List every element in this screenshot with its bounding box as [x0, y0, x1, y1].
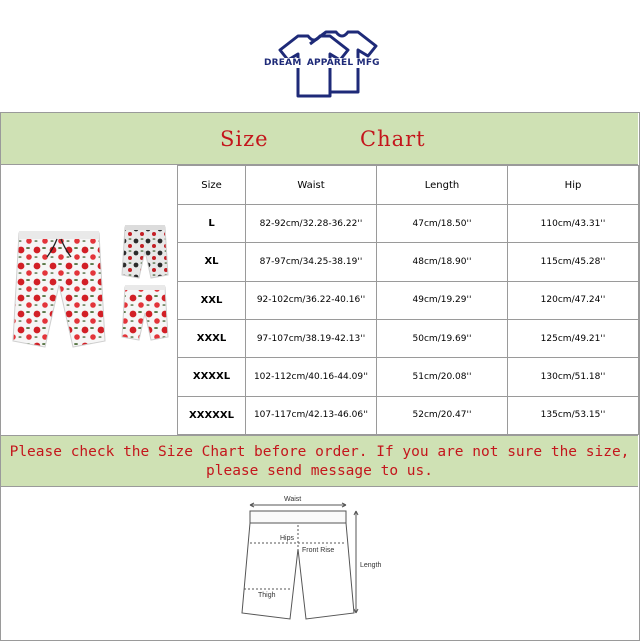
- product-photo: [1, 165, 177, 435]
- note-line-2: please send message to us.: [206, 463, 433, 479]
- header-length: Length: [377, 166, 508, 205]
- cell-hip: 135cm/53.15'': [508, 396, 639, 434]
- header-hip: Hip: [508, 166, 639, 205]
- cell-hip: 125cm/49.21'': [508, 319, 639, 357]
- label-thigh: Thigh: [258, 592, 276, 599]
- cell-length: 48cm/18.90'': [377, 243, 508, 281]
- table-row: [178, 281, 639, 319]
- cell-length: 49cm/19.29'': [377, 281, 508, 319]
- cell-length: 50cm/19.69'': [377, 319, 508, 357]
- cell-hip: 110cm/43.31'': [508, 205, 639, 243]
- cell-size: XXL: [178, 281, 246, 319]
- note-line-1: Please check the Size Chart before order. If you are not sure the size,: [9, 444, 630, 460]
- brand-word-1: DREAM: [264, 58, 302, 68]
- label-waist: Waist: [284, 496, 302, 503]
- cell-hip: 120cm/47.24'': [508, 281, 639, 319]
- cell-waist: 107-117cm/42.13-46.06'': [246, 396, 377, 434]
- cell-waist: 102-112cm/40.16-44.09'': [246, 358, 377, 396]
- cell-size: XXXXL: [178, 358, 246, 396]
- shorts-large: [13, 231, 105, 347]
- size-note: [1, 435, 638, 487]
- table-row: [178, 205, 639, 243]
- label-length: Length: [360, 562, 382, 569]
- title-chart: Chart: [360, 127, 426, 151]
- title-band: [1, 113, 638, 165]
- header-waist: Waist: [246, 166, 377, 205]
- cell-hip: 130cm/51.18'': [508, 358, 639, 396]
- cell-length: 51cm/20.08'': [377, 358, 508, 396]
- cell-size: XXXL: [178, 319, 246, 357]
- shorts-small-top: [122, 225, 168, 278]
- cell-length: 52cm/20.47'': [377, 396, 508, 434]
- label-hips: Hips: [280, 535, 295, 542]
- header-size: Size: [178, 166, 246, 205]
- cell-waist: 82-92cm/32.28-36.22'': [246, 205, 377, 243]
- cell-hip: 115cm/45.28'': [508, 243, 639, 281]
- cell-waist: 87-97cm/34.25-38.19'': [246, 243, 377, 281]
- measurement-diagram: [228, 491, 418, 636]
- cell-size: XXXXXL: [178, 396, 246, 434]
- brand-word-2: APPAREL MFG: [306, 58, 380, 68]
- cell-size: XL: [178, 243, 246, 281]
- table-row: [178, 319, 639, 357]
- table-row: [178, 358, 639, 396]
- title-size: Size: [220, 127, 269, 151]
- shorts-small-bottom: [122, 285, 168, 340]
- table-row: [178, 396, 639, 434]
- table-header-row: [178, 166, 639, 205]
- size-table: [177, 165, 639, 435]
- brand-name: [263, 58, 387, 68]
- cell-length: 47cm/18.50'': [377, 205, 508, 243]
- cell-waist: 97-107cm/38.19-42.13'': [246, 319, 377, 357]
- cell-waist: 92-102cm/36.22-40.16'': [246, 281, 377, 319]
- table-row: [178, 243, 639, 281]
- cell-size: L: [178, 205, 246, 243]
- label-front-rise: Front Rise: [302, 547, 335, 554]
